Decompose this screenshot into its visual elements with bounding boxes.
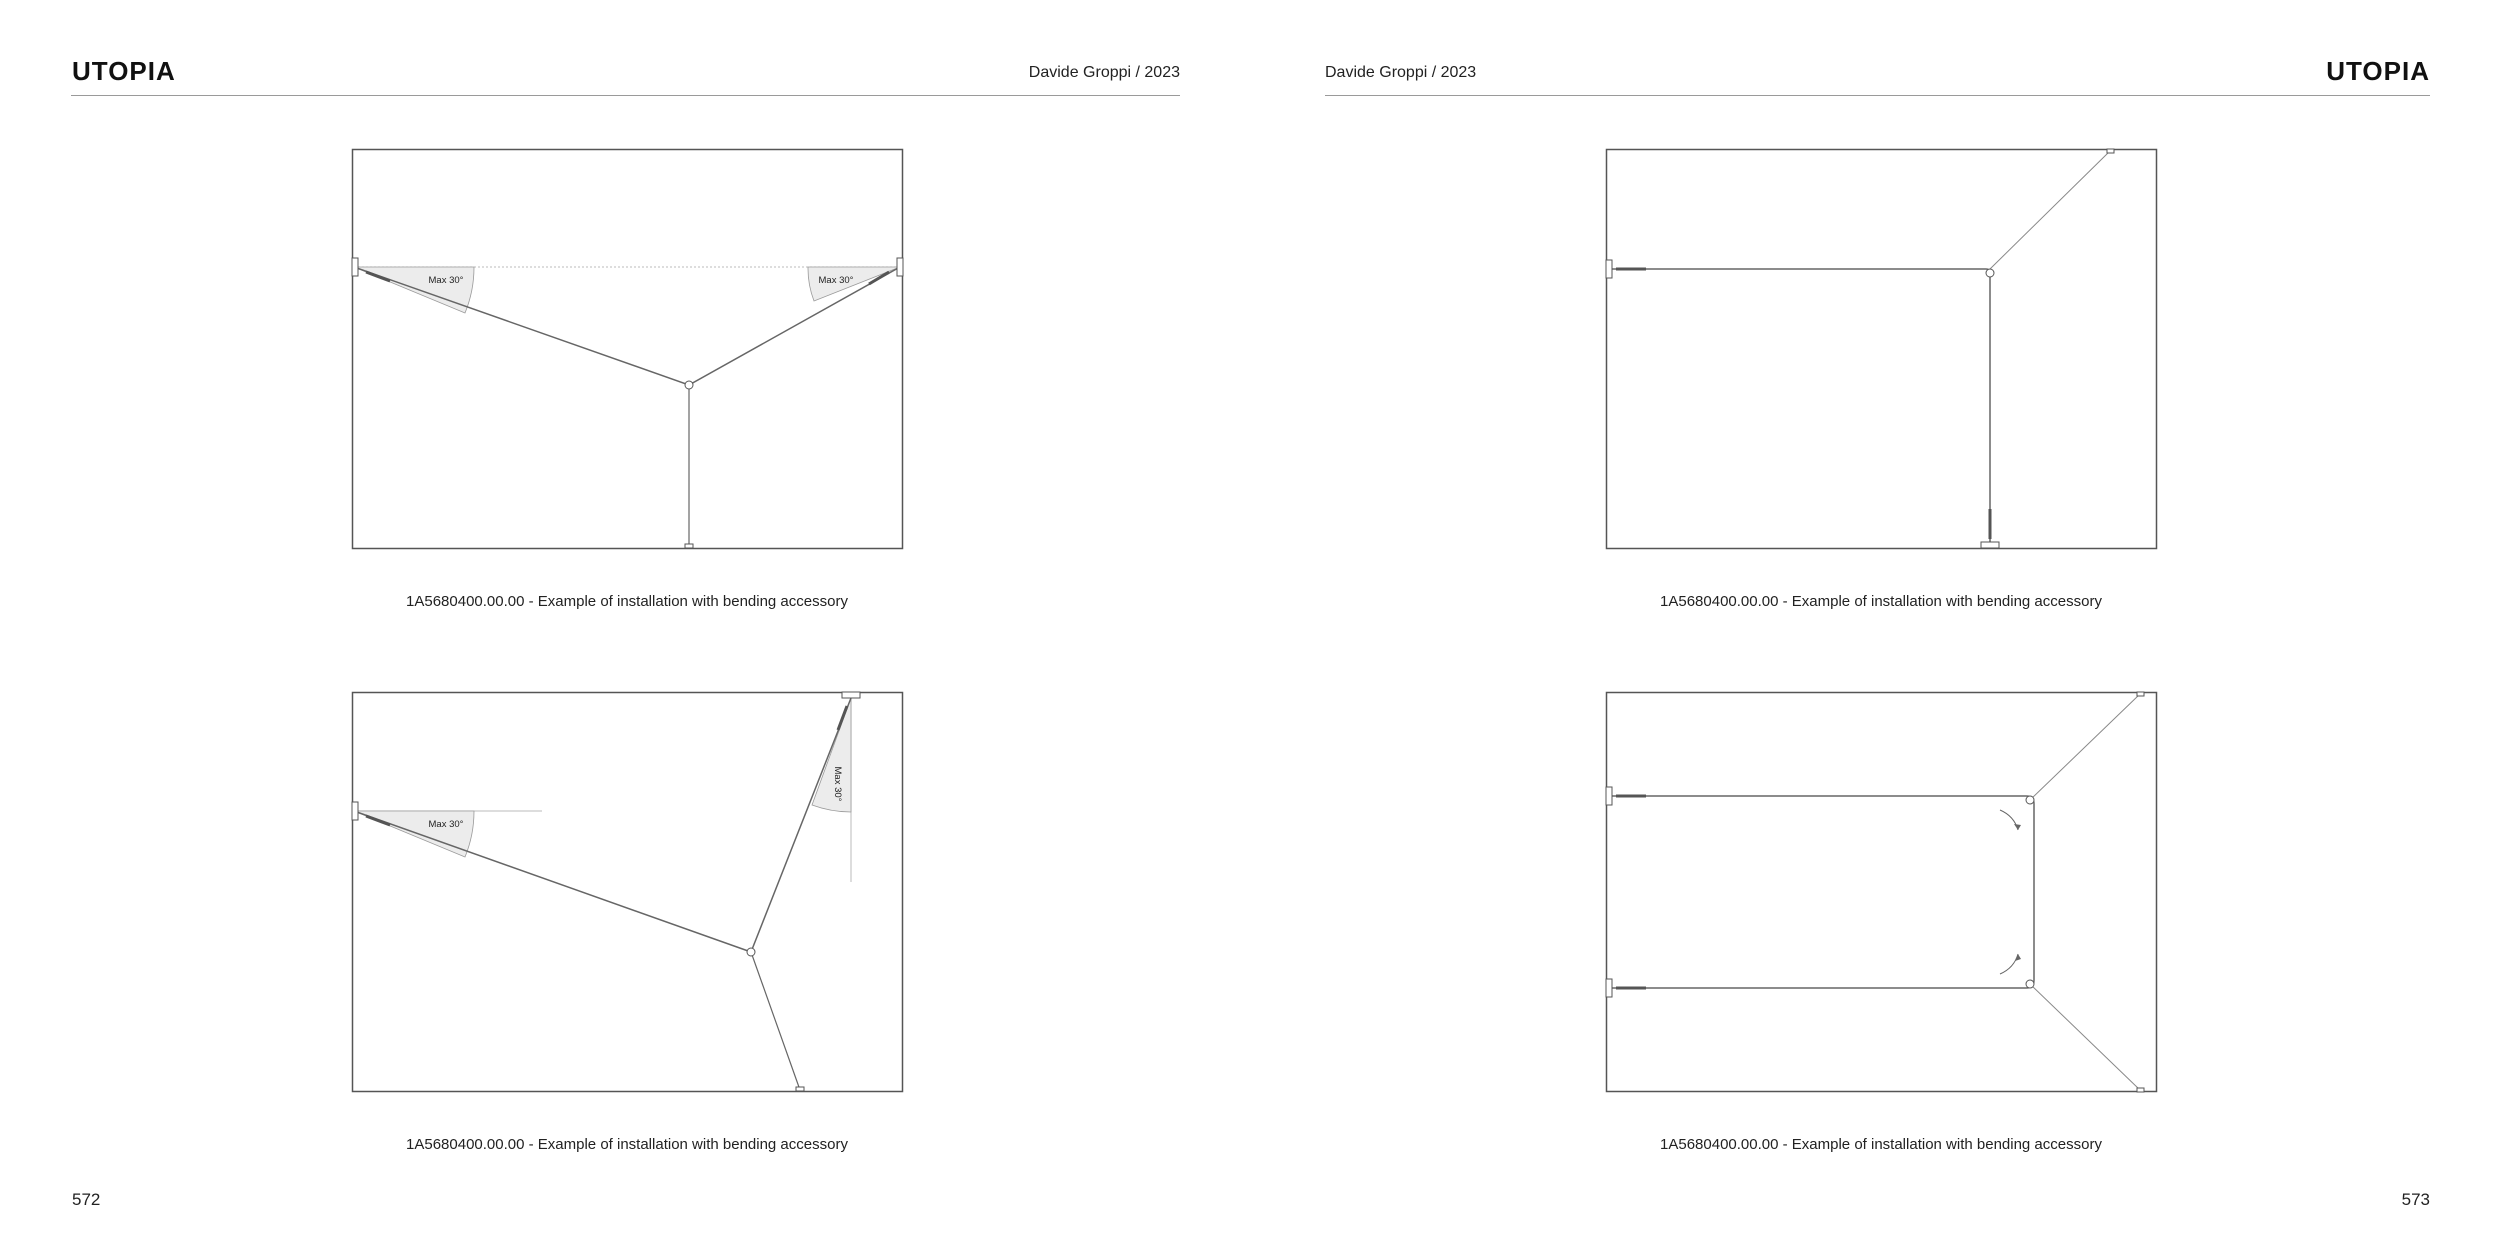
rotation-arrow-top <box>2000 810 2018 830</box>
angle-label-left: Max 30° <box>428 819 464 830</box>
ceiling-anchor <box>2137 692 2144 696</box>
floor-anchor <box>2137 1088 2144 1092</box>
rotation-arrow-bottom <box>2000 954 2018 974</box>
figure-caption-4: 1A5680400.00.00 - Example of installation with bending accessory <box>1660 1136 2102 1153</box>
ceiling-bracket-top <box>842 692 860 698</box>
bending-joint-bottom <box>2026 980 2034 988</box>
diagram-svg-4 <box>1606 692 2157 1092</box>
wall-bracket-left <box>352 258 358 276</box>
angle-label-right: Max 30° <box>818 275 854 286</box>
header-rule <box>1325 95 2430 96</box>
cable-right <box>689 267 900 385</box>
bending-joint-top <box>2026 796 2034 804</box>
cable-left <box>354 811 751 952</box>
wall-bracket-top <box>1606 787 1612 805</box>
frame <box>353 150 903 549</box>
diagram-svg-1 <box>352 149 903 549</box>
frame <box>353 693 903 1092</box>
page-number: 572 <box>72 1190 101 1209</box>
page-number: 573 <box>2401 1190 2430 1209</box>
author-year: Davide Groppi / 2023 <box>1325 64 1477 81</box>
frame <box>1607 693 2157 1092</box>
arrowhead-top <box>2014 824 2021 830</box>
angle-label-left: Max 30° <box>428 275 464 286</box>
cable-diagonal <box>1990 151 2110 269</box>
right-page <box>1250 0 2500 1250</box>
wall-bracket-right <box>897 258 903 276</box>
header-rule <box>71 95 1180 96</box>
floor-bracket <box>1981 542 1999 548</box>
bending-joint <box>1986 269 1994 277</box>
floor-anchor <box>796 1087 804 1091</box>
ceiling-anchor <box>2107 149 2114 153</box>
brand-title: UTOPIA <box>2326 56 2430 86</box>
wall-bracket-bottom <box>1606 979 1612 997</box>
angle-label-top: Max 30° <box>832 766 843 802</box>
installation-diagram-3 <box>352 692 903 1092</box>
cable-top <box>751 698 851 952</box>
frame <box>1607 150 2157 549</box>
diagram-svg-2 <box>1606 149 2157 549</box>
figure-caption-2: 1A5680400.00.00 - Example of installation with bending accessory <box>1660 593 2102 610</box>
installation-diagram-4 <box>1606 692 2157 1092</box>
diagram-svg-3 <box>352 692 903 1092</box>
arrowhead-bottom <box>2015 954 2021 961</box>
cable-bottom <box>751 952 800 1090</box>
author-year: Davide Groppi / 2023 <box>1028 64 1180 81</box>
cable-left <box>354 267 689 385</box>
bending-joint <box>685 381 693 389</box>
figure-caption-1: 1A5680400.00.00 - Example of installation with bending accessory <box>406 593 848 610</box>
installation-diagram-1 <box>352 149 903 549</box>
floor-anchor <box>685 544 693 548</box>
installation-diagram-2 <box>1606 149 2157 549</box>
wall-bracket-left <box>352 802 358 820</box>
cable-diagonal-bottom <box>2030 984 2140 1090</box>
wall-bracket-left <box>1606 260 1612 278</box>
figure-caption-3: 1A5680400.00.00 - Example of installation with bending accessory <box>406 1136 848 1153</box>
brand-title: UTOPIA <box>72 56 176 86</box>
cable-diagonal-top <box>2030 694 2140 800</box>
bending-joint <box>747 948 755 956</box>
